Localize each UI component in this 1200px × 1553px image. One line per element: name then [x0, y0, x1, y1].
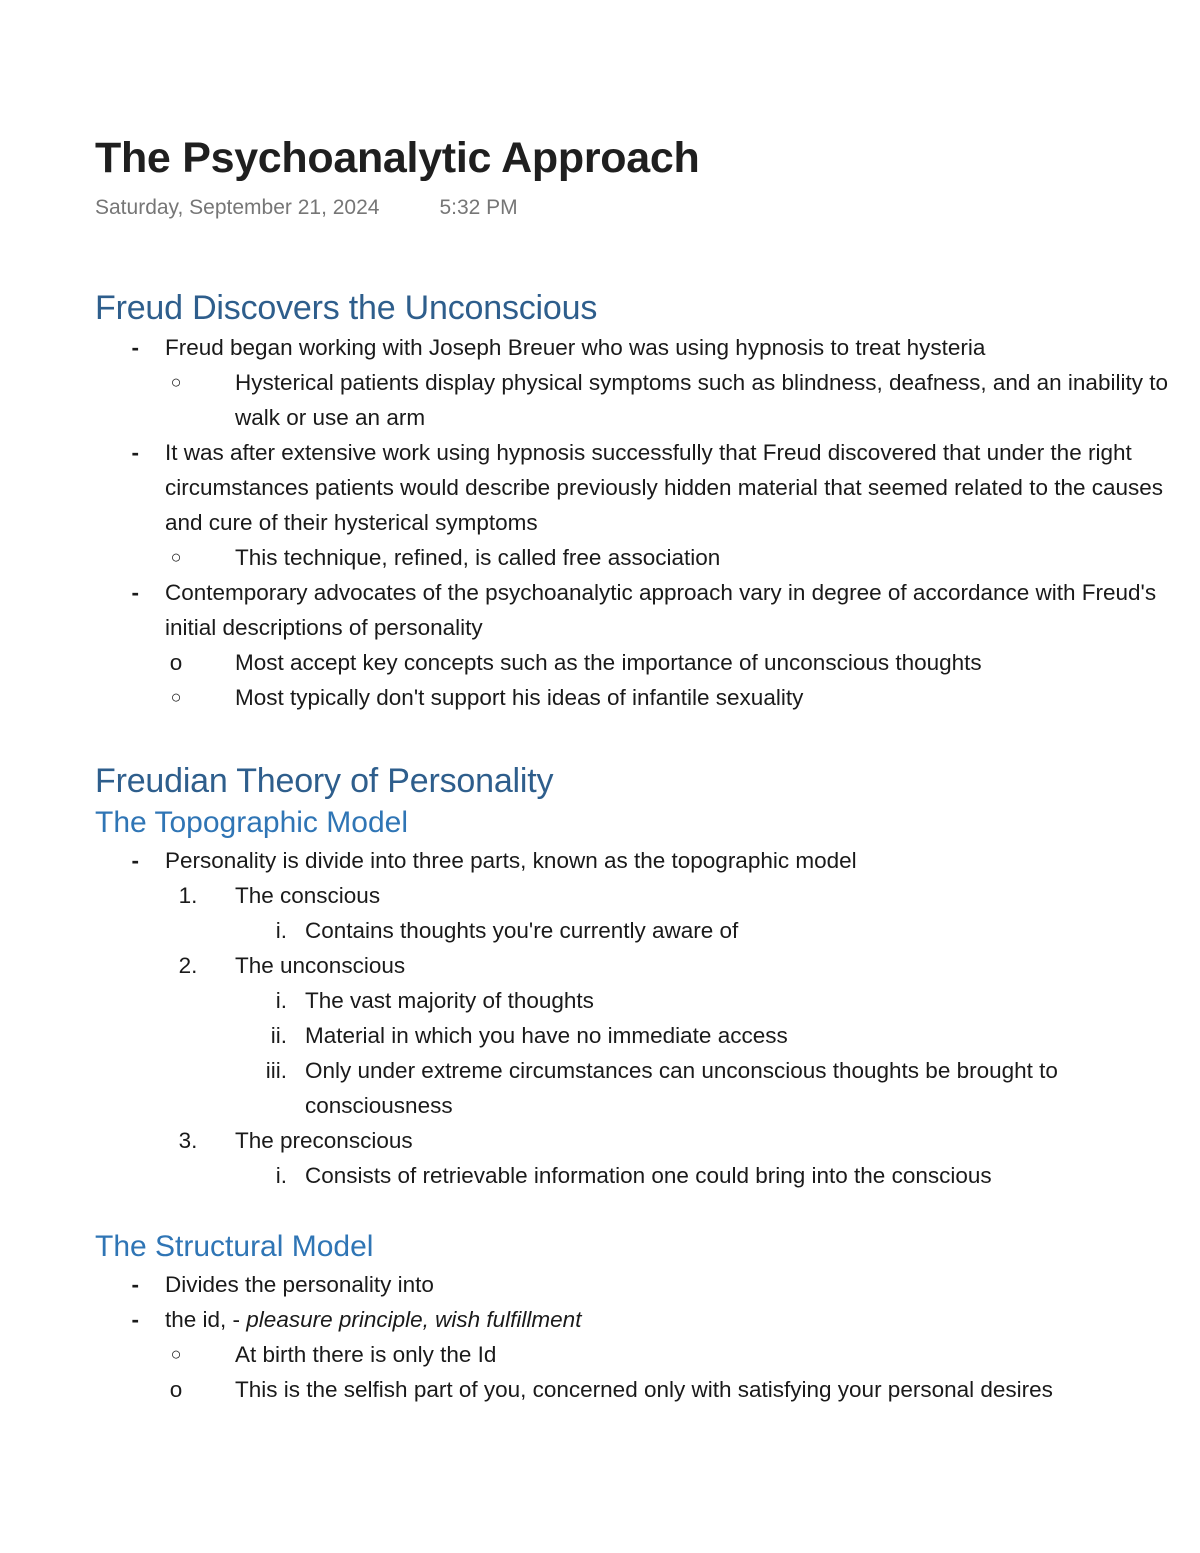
note-time: 5:32 PM: [439, 196, 518, 219]
roman-list: [235, 913, 1195, 948]
list-item-text: Freud began working with Joseph Breuer who was using hypnosis to treat hysteria: [165, 335, 986, 360]
list-item: [235, 1158, 1195, 1193]
list-number: 3.: [178, 1128, 198, 1153]
circle-bullet: ○: [170, 547, 182, 567]
list-number: 2.: [178, 953, 198, 978]
list-item-text: The preconscious: [235, 1128, 413, 1153]
bullet-list: [95, 330, 1195, 715]
list-item-text: Only under extreme circumstances can unconscious thoughts be brought to consciousness: [305, 1058, 1058, 1118]
list-item: [165, 680, 1195, 715]
list-number: iii.: [265, 1058, 287, 1083]
list-item-text: Material in which you have no immediate access: [305, 1023, 788, 1048]
section-heading-freud-discovers: Freud Discovers the Unconscious: [95, 289, 598, 327]
list-item-text: The vast majority of thoughts: [305, 988, 594, 1013]
list-item: [165, 1372, 1195, 1407]
subheading-topographic-model: The Topographic Model: [95, 806, 408, 839]
sub-bullet-list: [165, 1337, 1195, 1407]
list-number: i.: [275, 1163, 287, 1188]
list-item: [235, 1018, 1195, 1053]
list-item: [165, 878, 1195, 948]
sub-bullet-list: [165, 540, 1195, 575]
list-item-text: Consists of retrievable information one could bring into the conscious: [305, 1163, 992, 1188]
list-item: [165, 948, 1195, 1123]
dash-bullet: -: [131, 1307, 139, 1332]
list-item-text: This is the selfish part of you, concerned only with satisfying your personal desires: [235, 1377, 1053, 1402]
circle-bullet: ○: [170, 687, 182, 707]
list-item-text: Hysterical patients display physical symptoms such as blindness, deafness, and an inability to walk or use an arm: [235, 370, 1168, 430]
list-item: [235, 983, 1195, 1018]
list-item: [165, 365, 1195, 435]
list-item: [165, 1337, 1195, 1372]
list-item-text: Personality is divide into three parts, known as the topographic model: [165, 848, 857, 873]
list-number: i.: [275, 918, 287, 943]
list-item-text: Divides the personality into: [165, 1272, 434, 1297]
o-bullet: o: [169, 1377, 183, 1402]
list-item-text: Most typically don't support his ideas of infantile sexuality: [235, 685, 804, 710]
list-item-text: The unconscious: [235, 953, 406, 978]
dash-bullet: -: [131, 848, 139, 873]
list-item: [95, 435, 1195, 575]
subheading-structural-model: The Structural Model: [95, 1230, 374, 1263]
roman-list: [235, 1158, 1195, 1193]
dash-bullet: -: [131, 580, 139, 605]
bullet-list: [95, 1267, 1195, 1407]
list-item: [235, 913, 1195, 948]
dash-bullet: -: [131, 1272, 139, 1297]
numbered-list: [165, 878, 1195, 1193]
list-item-text: It was after extensive work using hypnosis successfully that Freud discovered that under the right circumstances patients would describe previously hidden material that seemed related to the causes and cure of their hysterical symptoms: [165, 440, 1164, 535]
list-item-text: Contemporary advocates of the psychoanalytic approach vary in degree of accordance with Freud's initial descriptions of personality: [165, 580, 1157, 640]
dash-bullet: -: [131, 335, 139, 360]
roman-list: [235, 983, 1195, 1123]
list-item-text: Most accept key concepts such as the importance of unconscious thoughts: [235, 650, 982, 675]
circle-bullet: ○: [170, 372, 182, 392]
list-item: [95, 843, 1195, 1193]
note-metadata: [95, 196, 1195, 226]
list-item: [95, 1302, 1195, 1407]
circle-bullet: ○: [170, 1344, 182, 1364]
list-number: i.: [275, 988, 287, 1013]
list-item: [95, 1267, 1195, 1302]
list-item-text: At birth there is only the Id: [235, 1342, 497, 1367]
list-item: [165, 1123, 1195, 1193]
section-heading-freudian-theory: Freudian Theory of Personality: [95, 762, 554, 800]
dash-bullet: -: [131, 440, 139, 465]
list-item-text: The conscious: [235, 883, 381, 908]
page-title: The Psychoanalytic Approach: [95, 134, 700, 182]
bullet-list: [95, 843, 1195, 1193]
list-item: [95, 330, 1195, 435]
sub-bullet-list: [165, 365, 1195, 435]
list-item-text: Contains thoughts you're currently aware of: [305, 918, 739, 943]
list-number: ii.: [270, 1023, 287, 1048]
sub-bullet-list: [165, 645, 1195, 715]
o-bullet: o: [169, 650, 183, 675]
list-item: [165, 540, 1195, 575]
list-item-text: the id, -: [165, 1307, 247, 1332]
note-date: Saturday, September 21, 2024: [95, 196, 380, 219]
list-number: 1.: [178, 883, 198, 908]
note-page: [95, 130, 1195, 1407]
list-item: [165, 645, 1195, 680]
list-item: [235, 1053, 1195, 1123]
list-item-text: This technique, refined, is called free association: [235, 545, 721, 570]
list-item: [95, 575, 1195, 715]
list-item-italic-text: pleasure principle, wish fulfillment: [246, 1307, 582, 1332]
